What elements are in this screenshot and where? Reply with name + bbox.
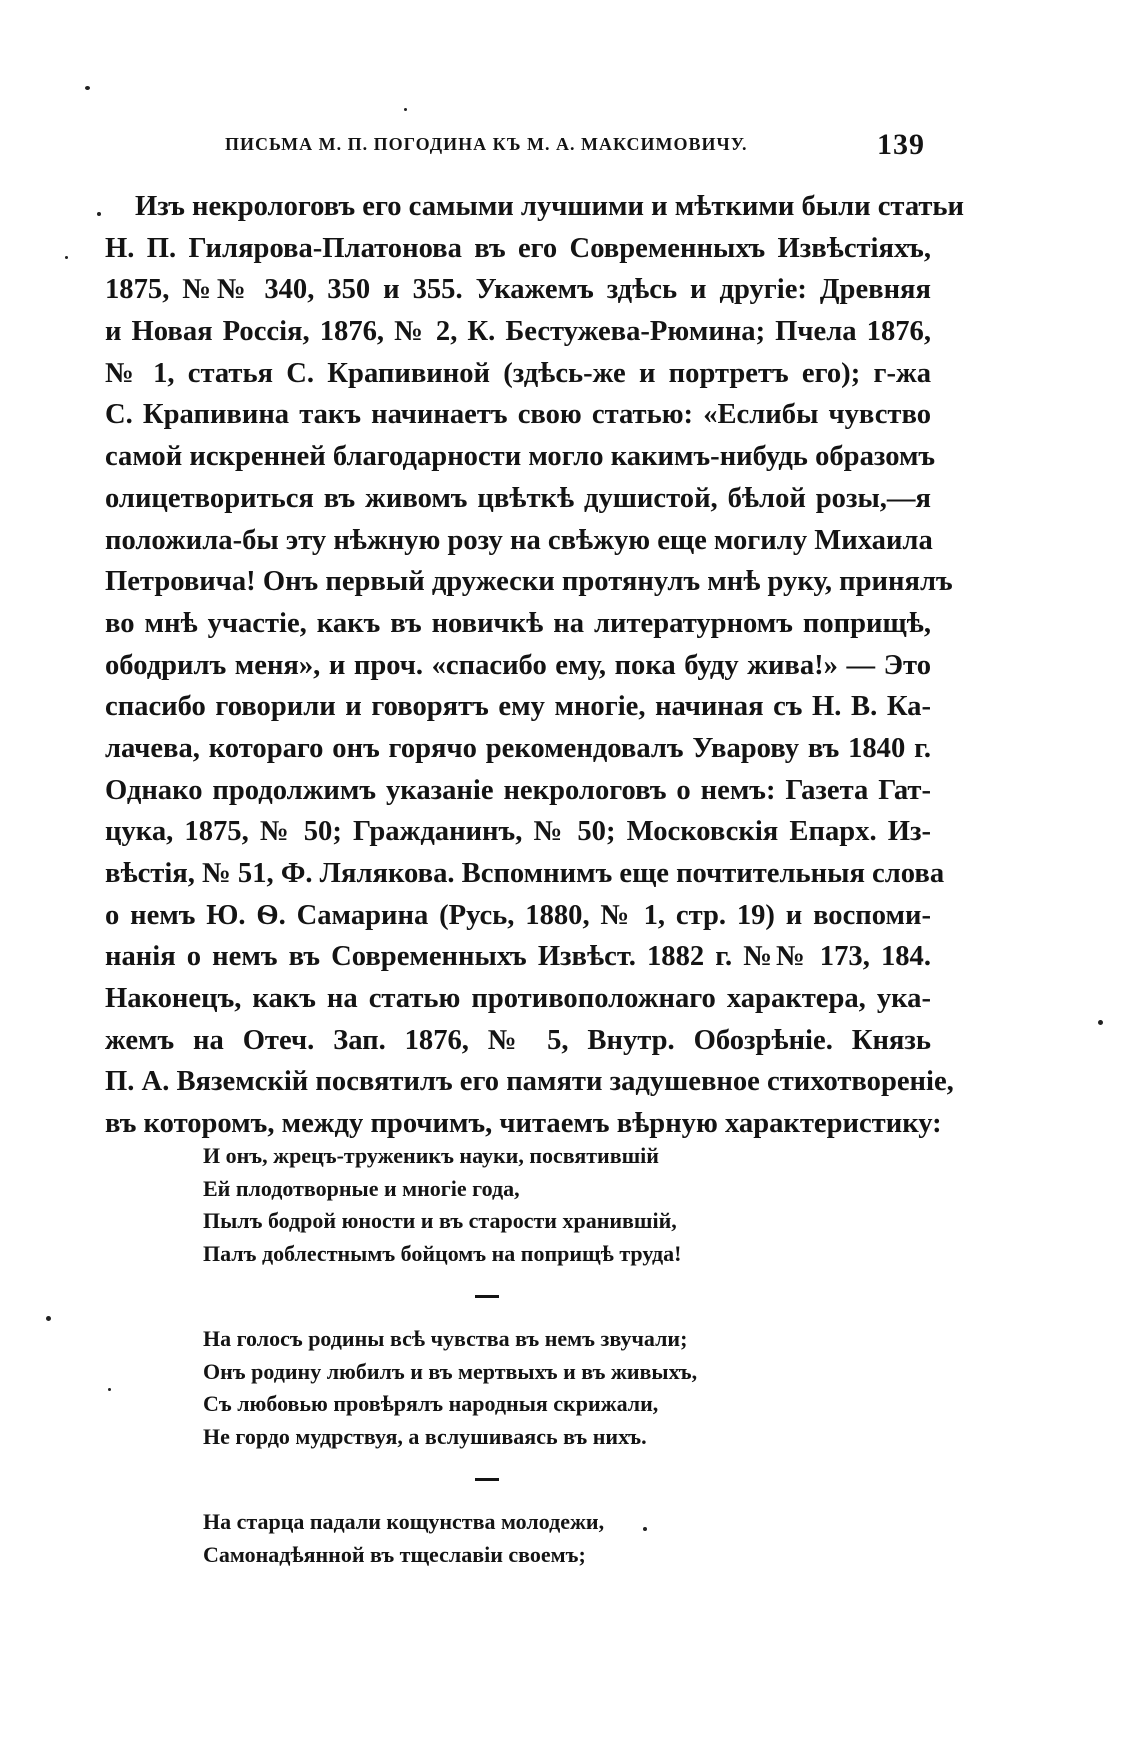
text-line: Изъ некрологовъ его самыми лучшими и мѣткими были статьи: [135, 191, 965, 222]
text-line: нанія о немъ въ Современныхъ Извѣст. 1882 г. №№ 173, 184.: [105, 941, 931, 973]
verse-line: Ей плодотворные и многіе года,: [203, 1175, 520, 1201]
verse-line: Съ любовью провѣрялъ народныя скрижали,: [203, 1391, 659, 1416]
poem-stanza: [203, 1140, 763, 1270]
page-number: 139: [877, 128, 925, 161]
verse-line: На старца падали кощунства молодежи,: [203, 1509, 605, 1534]
text-line: Однако продолжимъ указаніе некрологовъ о немъ: Газета Гат-: [105, 774, 931, 806]
verse-line: На голосъ родины всѣ чувства въ немъ звучали;: [203, 1326, 688, 1351]
text-line: № 1, статья С. Крапивиной (здѣсь-же и портретъ его); г-жа: [105, 357, 931, 389]
verse-line: Палъ доблестнымъ бойцомъ на поприщѣ труда!: [203, 1240, 682, 1266]
verse-line: Пылъ бодрой юности и въ старости хранившій,: [203, 1208, 677, 1233]
text-line: ободрилъ меня», и проч. «спасибо ему, пока буду жива!» — Это: [105, 649, 931, 681]
poem-stanza: [203, 1506, 763, 1571]
text-line: Н. П. Гилярова-Платонова въ его Современныхъ Извѣстіяхъ,: [105, 232, 931, 264]
text-line: въ которомъ, между прочимъ, читаемъ вѣрную характеристику:: [105, 1108, 942, 1140]
scan-speck: [1098, 1020, 1103, 1025]
text-line: положила-бы эту нѣжную розу на свѣжую еще могилу Михаила: [105, 524, 933, 556]
text-line: вѣстія, № 51, Ф. Лялякова. Вспомнимъ еще почтительныя слова: [105, 858, 945, 889]
text-line: С. Крапивина такъ начинаетъ свою статью: «Еслибы чувство: [105, 399, 931, 431]
verse-line: И онъ, жрецъ-труженикъ науки, посвятившій: [203, 1143, 659, 1168]
stanza-divider: [475, 1478, 499, 1481]
poem-stanza: [203, 1323, 763, 1453]
running-head: ПИСЬМА М. П. ПОГОДИНА КЪ М. А. МАКСИМОВИЧУ.: [225, 134, 748, 154]
text-line: лачева, котораго онъ горячо рекомендовалъ Уварову въ 1840 г.: [105, 732, 931, 764]
poem-quotation: [203, 1140, 763, 1571]
text-line: Наконецъ, какъ на статью противоположнаго характера, ука-: [105, 983, 931, 1015]
scan-speck: [97, 212, 101, 216]
body-paragraph: [105, 186, 965, 1145]
scan-speck: [65, 256, 68, 259]
text-line: цука, 1875, № 50; Гражданинъ, № 50; Московскія Епарх. Из-: [105, 816, 931, 848]
scan-speck: [46, 1316, 51, 1321]
scan-speck: [85, 86, 90, 90]
verse-line: Самонадѣянной въ тщеславіи своемъ;: [203, 1541, 586, 1567]
scan-speck: [643, 1527, 647, 1531]
scan-speck: [404, 108, 407, 111]
verse-line: Не гордо мудрствуя, а вслушиваясь въ нихъ.: [203, 1423, 647, 1449]
text-line: самой искренней благодарности могло какимъ-нибудь образомъ: [105, 441, 936, 473]
scan-speck: [108, 1388, 111, 1391]
text-line: спасибо говорили и говорятъ ему многіе, начиная съ Н. В. Ка-: [105, 691, 931, 723]
text-line: П. А. Вяземскій посвятилъ его памяти задушевное стихотвореніе,: [105, 1066, 954, 1098]
text-line: 1875, №№ 340, 350 и 355. Укажемъ здѣсь и другіе: Древняя: [105, 274, 931, 306]
text-line: жемъ на Отеч. Зап. 1876, № 5, Внутр. Обозрѣніе. Князь: [105, 1024, 931, 1056]
verse-line: Онъ родину любилъ и въ мертвыхъ и въ живыхъ,: [203, 1358, 698, 1384]
text-line: о немъ Ю. Ѳ. Самарина (Русь, 1880, № 1, стр. 19) и воспоми-: [105, 899, 931, 931]
text-line: Петровича! Онъ первый дружески протянулъ мнѣ руку, принялъ: [105, 566, 953, 598]
stanza-divider: [475, 1295, 499, 1298]
text-line: во мнѣ участіе, какъ въ новичкѣ на литературномъ поприщѣ,: [105, 607, 931, 639]
text-line: олицетвориться въ живомъ цвѣткѣ душистой, бѣлой розы,—я: [105, 482, 931, 514]
page-header: [225, 128, 925, 168]
text-line: и Новая Россія, 1876, № 2, К. Бестужева-Рюмина; Пчела 1876,: [105, 316, 931, 348]
